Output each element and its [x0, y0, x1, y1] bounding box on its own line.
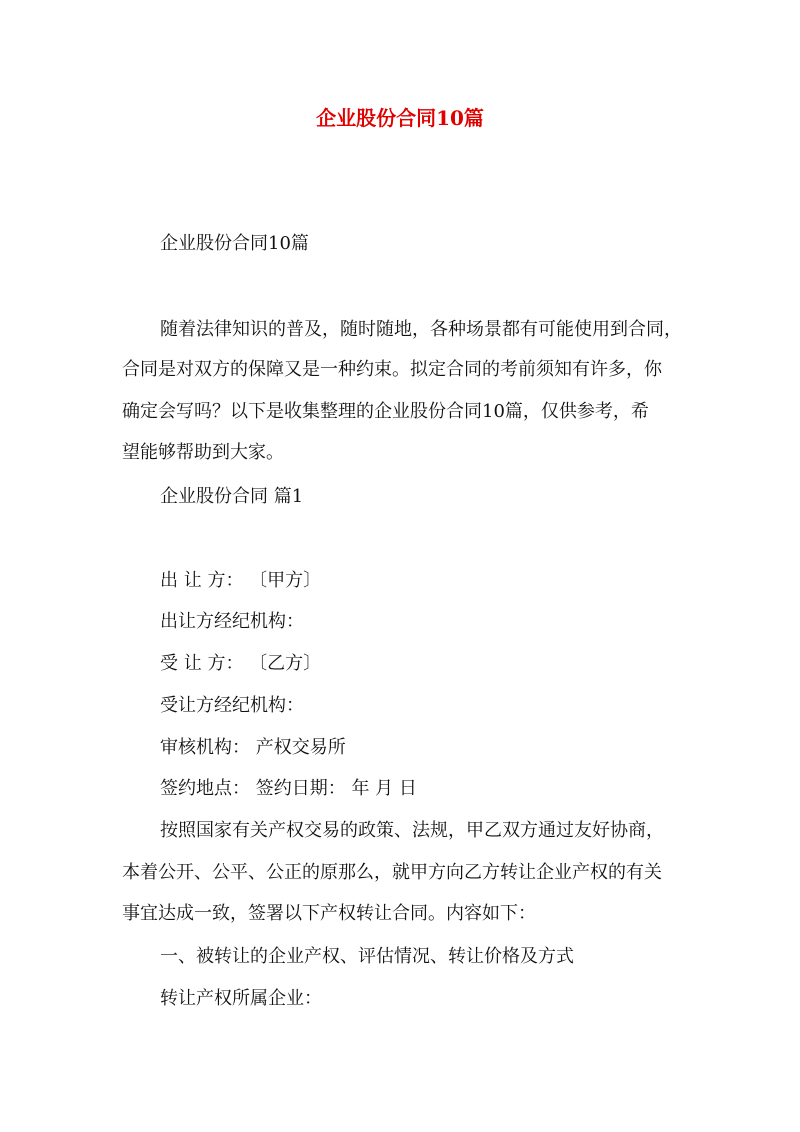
field-sign-place-date: 签约地点： 签约日期： 年 月 日: [160, 778, 417, 799]
intro-line-2: 合同是对双方的保障又是一种约束。拟定合同的考前须知有许多，你: [122, 359, 662, 380]
field-transferee-agent: 受让方经纪机构：: [160, 695, 304, 716]
clause-1-heading: 一、被转让的企业产权、评估情况、转让价格及方式: [160, 946, 574, 967]
document-title: 企业股份合同10篇: [316, 106, 484, 130]
body-line-1: 按照国家有关产权交易的政策、法规，甲乙双方通过友好协商，: [160, 820, 664, 841]
field-review-agency: 审核机构： 产权交易所: [160, 737, 346, 758]
body-line-3: 事宜达成一致，签署以下产权转让合同。内容如下：: [122, 903, 536, 924]
field-transferee: 受 让 方： 〔乙方〕: [160, 653, 322, 674]
document-subtitle: 企业股份合同10篇: [160, 233, 309, 254]
field-transferor-agent: 出让方经纪机构：: [160, 611, 304, 632]
field-transferor: 出 让 方： 〔甲方〕: [160, 570, 322, 591]
enterprise-field: 转让产权所属企业：: [160, 988, 322, 1009]
body-line-2: 本着公开、公平、公正的原那么，就甲方向乙方转让企业产权的有关: [122, 862, 662, 883]
intro-line-1: 随着法律知识的普及，随时随地，各种场景都有可能使用到合同，: [160, 319, 682, 340]
section-heading: 企业股份合同 篇1: [160, 486, 304, 507]
intro-line-3: 确定会写吗？以下是收集整理的企业股份合同10篇，仅供参考，希: [122, 401, 649, 422]
intro-line-4: 望能够帮助到大家。: [122, 442, 284, 463]
